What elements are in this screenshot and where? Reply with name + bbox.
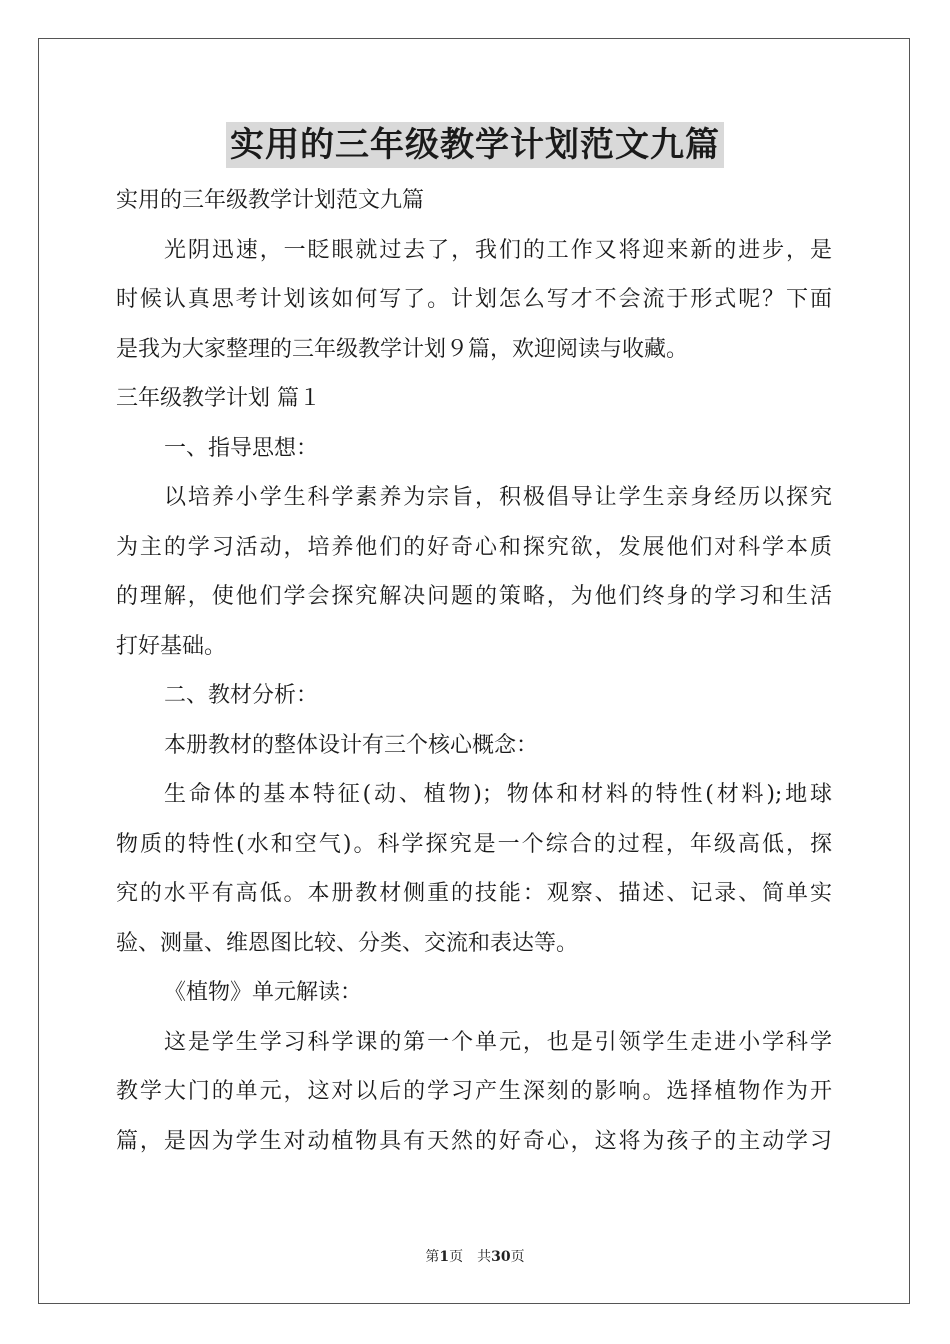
text-line: 验、测量、维恩图比较、分类、交流和表达等。: [116, 930, 579, 956]
text-line: 时候认真思考计划该如何写了。计划怎么写才不会流于形式呢？下面: [116, 287, 832, 312]
footer-page-mid: 页 共: [449, 1249, 492, 1265]
footer-page-prefix: 第: [425, 1249, 440, 1265]
text-line: 是我为大家整理的三年级教学计划９篇，欢迎阅读与收藏。: [116, 336, 689, 362]
text-line: 打好基础。: [116, 633, 227, 659]
footer-page-suffix: 页: [510, 1249, 525, 1265]
text-line: 物质的特性(水和空气)。科学探究是一个综合的过程，年级高低，探: [116, 831, 832, 857]
text-line: 究的水平有高低。本册教材侧重的技能：观察、描述、记录、简单实: [116, 881, 832, 906]
title-container: [0, 122, 950, 168]
footer-total-pages: 30: [491, 1249, 511, 1265]
text-line: 一、指导思想：: [164, 435, 319, 461]
text-line: 的理解，使他们学会探究解决问题的策略，为他们终身的学习和生活: [116, 584, 832, 609]
text-line: 生命体的基本特征(动、植物)；物体和材料的特性(材料);地球: [164, 782, 832, 807]
text-line: 光阴迅速，一眨眼就过去了，我们的工作又将迎来新的进步，是: [164, 237, 832, 263]
text-line: 教学大门的单元，这对以后的学习产生深刻的影响。选择植物作为开: [116, 1079, 832, 1104]
text-line: 篇，是因为学生对动植物具有天然的好奇心，这将为孩子的主动学习: [116, 1128, 832, 1154]
text-line: 为主的学习活动，培养他们的好奇心和探究欲，发展他们对科学本质: [116, 534, 832, 560]
text-line: 以培养小学生科学素养为宗旨，积极倡导让学生亲身经历以探究: [164, 485, 832, 510]
document-title: 实用的三年级教学计划范文九篇: [226, 122, 724, 168]
text-line: 本册教材的整体设计有三个核心概念：: [164, 732, 539, 758]
document-body: [116, 176, 832, 1166]
text-line: 这是学生学习科学课的第一个单元，也是引领学生走进小学科学: [164, 1029, 832, 1055]
text-line: 《植物》单元解读：: [164, 980, 363, 1005]
text-line: 三年级教学计划 篇１: [116, 386, 321, 411]
text-line: 二、教材分析：: [164, 683, 319, 708]
page-footer: [0, 1246, 950, 1266]
footer-current-page: 1: [439, 1249, 450, 1265]
text-line: 实用的三年级教学计划范文九篇: [116, 188, 425, 213]
